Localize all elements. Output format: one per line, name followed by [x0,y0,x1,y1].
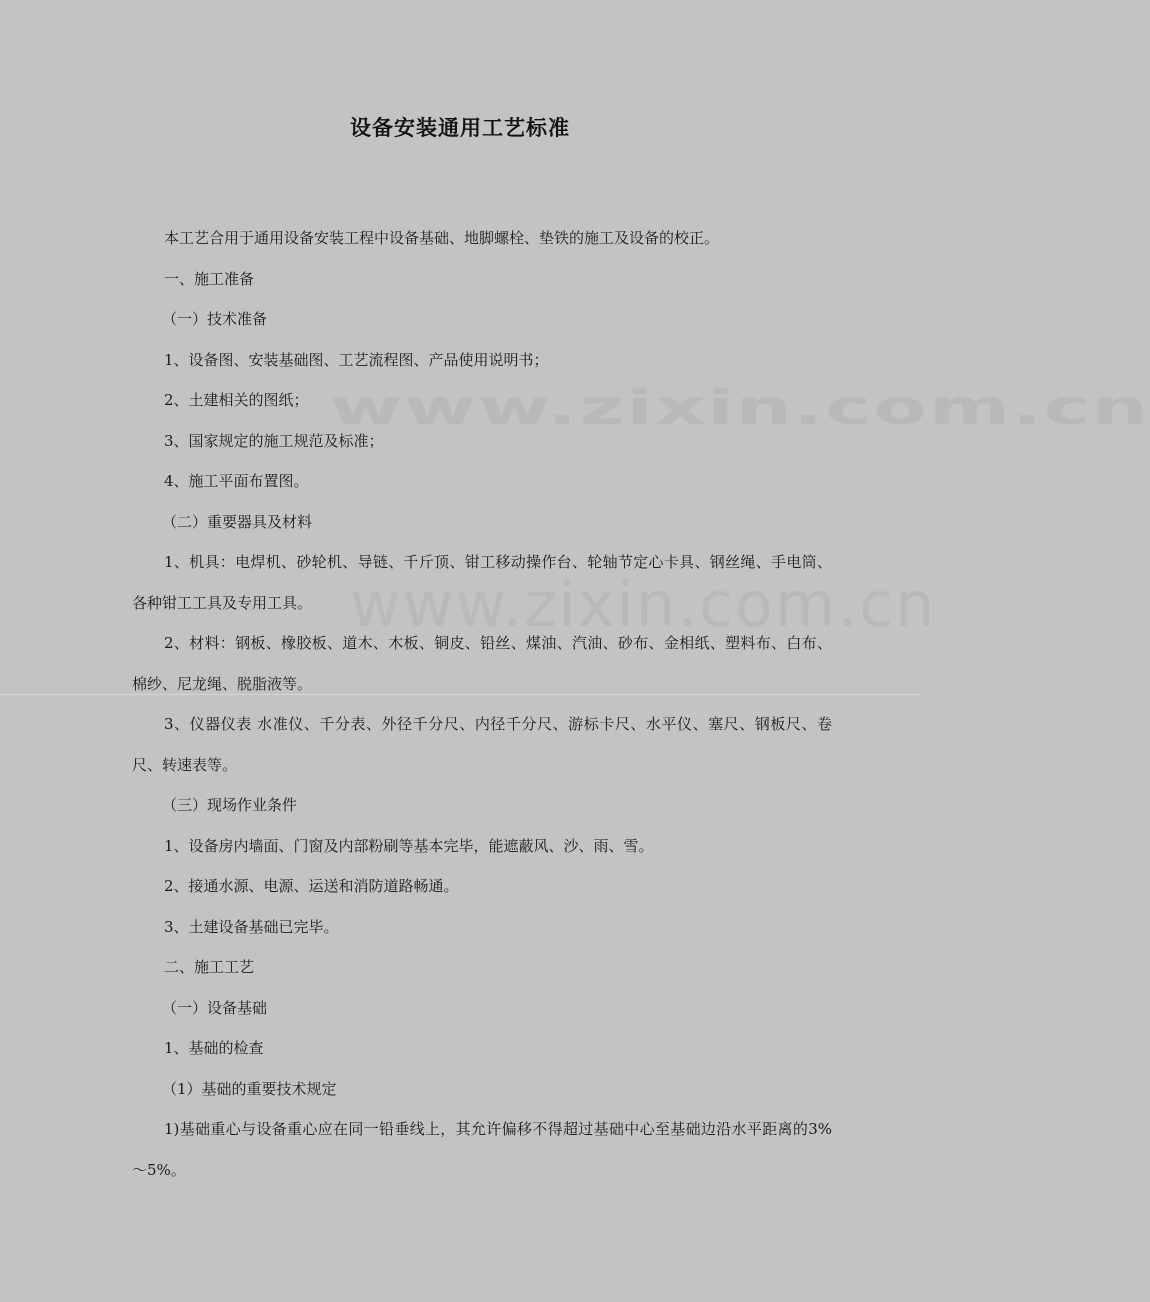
document-body [132,218,832,1190]
list-item: 1、设备房内墙面、门窗及内部粉刷等基本完毕，能遮蔽风、沙、雨、雪。 [164,836,654,855]
list-item: 3、仪器仪表 水准仪、千分表、外径千分尺、内径千分尺、游标卡尺、水平仪、塞尺、钢板尺、卷尺、转速表等。 [132,715,832,774]
list-item: 1、基础的检查 [164,1039,264,1057]
watermark-text: www.zixin.com.cn [350,568,937,641]
watermark-text: www.zixin.com.cn [330,380,1150,436]
list-item: 1、机具：电焊机、砂轮机、导链、千斤顶、钳工移动操作台、轮轴节定心卡具、钢丝绳、手电筒、各种钳工工具及专用工具。 [132,553,832,612]
list-item: 3、国家规定的施工规范及标准； [164,431,384,450]
subsection-heading: （二）重要器具及材料 [162,512,313,531]
list-item: 2、接通水源、电源、运送和消防道路畅通。 [164,877,459,895]
list-item: 2、材料：钢板、橡胶板、道木、木板、铜皮、铅丝、煤油、汽油、砂布、金相纸、塑料布、白布、棉纱、尼龙绳、脱脂液等。 [132,634,832,693]
subsection-heading: （一）设备基础 [162,998,268,1017]
subsection-heading: （1）基础的重要技术规定 [162,1079,337,1098]
subsection-heading: （三）现场作业条件 [162,796,298,814]
list-item: 1)基础重心与设备重心应在同一铅垂线上，其允许偏移不得超过基础中心至基础边沿水平距离的3%～5%。 [132,1120,832,1179]
list-item: 3、土建设备基础已完毕。 [164,917,339,936]
list-item: 2、土建相关的图纸； [164,391,309,409]
section-heading: 一、施工准备 [164,269,255,288]
subsection-heading: （一）技术准备 [162,310,268,328]
paragraph: 本工艺合用于通用设备安装工程中设备基础、地脚螺栓、垫铁的施工及设备的校正。 [164,229,720,247]
document-title: 设备安装通用工艺标准 [350,116,570,140]
list-item: 4、施工平面布置图。 [164,472,309,490]
section-heading: 二、施工工艺 [164,958,255,976]
list-item: 1、设备图、安装基础图、工艺流程图、产品使用说明书； [164,350,549,369]
